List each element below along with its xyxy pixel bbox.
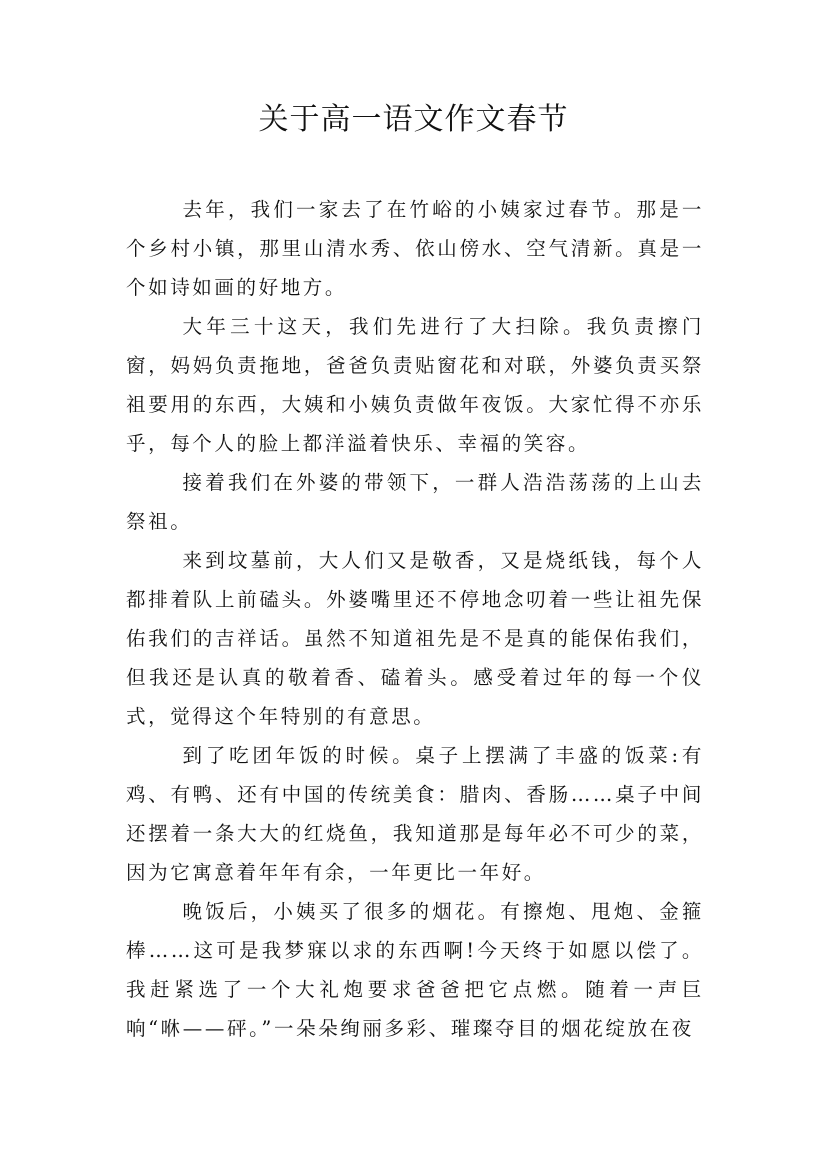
paragraph-5: 到了吃团年饭的时候。桌子上摆满了丰盛的饭菜:有鸡、有鸭、还有中国的传统美食：腊肉、香肠……桌子中间还摆着一条大大的红烧鱼，我知道那是每年必不可少的菜，因为它寓意着年年有余，一年更比一年好。 — [126, 744, 704, 884]
document-title: 关于高一语文作文春节 — [258, 102, 569, 137]
document-body — [126, 190, 704, 1048]
paragraph-6: 晚饭后，小姨买了很多的烟花。有擦炮、甩炮、金箍棒……这可是我梦寐以求的东西啊!今天终于如愿以偿了。我赶紧选了一个大礼炮要求爸爸把它点燃。随着一声巨响“咻——砰。”一朵朵绚丽多彩、璀璨夺目的烟花绽放在夜 — [126, 900, 704, 1040]
paragraph-3: 接着我们在外婆的带领下，一群人浩浩荡荡的上山去祭祖。 — [126, 471, 704, 533]
paragraph-1: 去年，我们一家去了在竹峪的小姨家过春节。那是一个乡村小镇，那里山清水秀、依山傍水、空气清新。真是一个如诗如画的好地方。 — [126, 198, 704, 299]
paragraph-4: 来到坟墓前，大人们又是敬香，又是烧纸钱，每个人都排着队上前磕头。外婆嘴里还不停地念叨着一些让祖先保佑我们的吉祥话。虽然不知道祖先是不是真的能保佑我们，但我还是认真的敬着香、磕着头。感受着过年的每一个仪式，觉得这个年特别的有意思。 — [126, 549, 704, 728]
paragraph-2: 大年三十这天，我们先进行了大扫除。我负责擦门窗，妈妈负责拖地，爸爸负责贴窗花和对联，外婆负责买祭祖要用的东西，大姨和小姨负责做年夜饭。大家忙得不亦乐乎，每个人的脸上都洋溢着快乐、幸福的笑容。 — [126, 315, 704, 455]
